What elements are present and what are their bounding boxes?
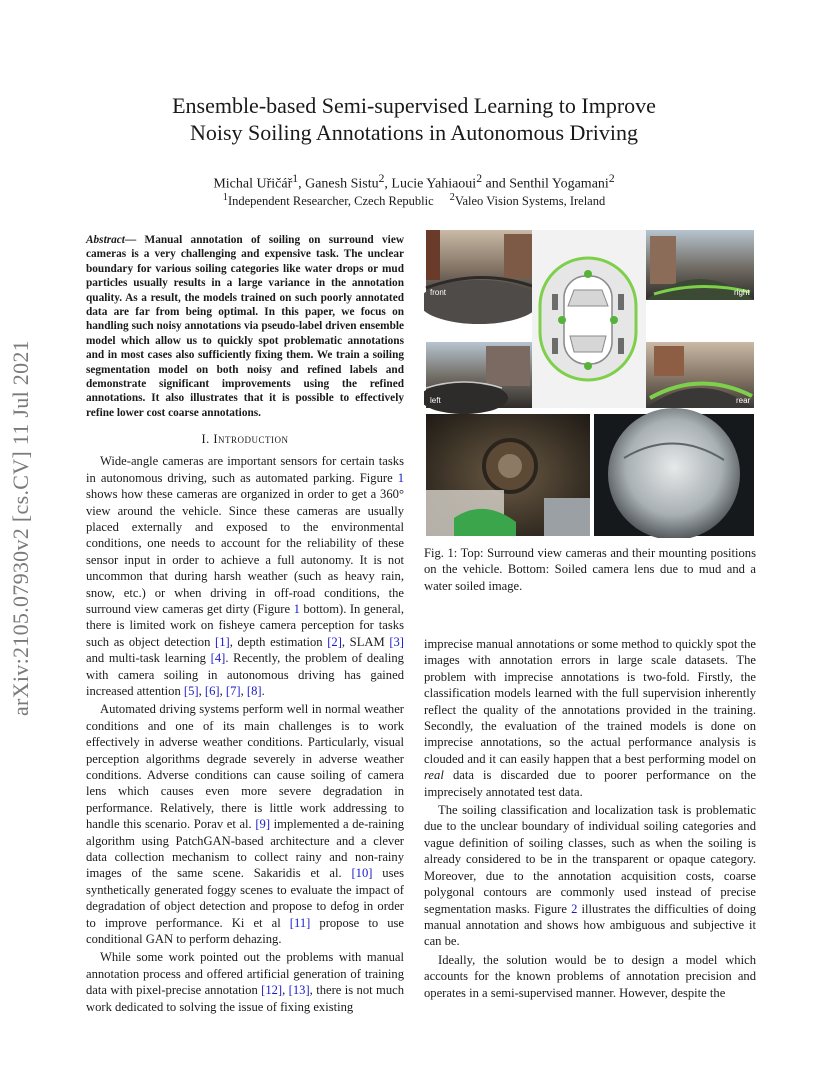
vehicle-diagram: [532, 230, 646, 408]
text-run: illustrates the difficulties of doing manual annotation and shows how ambiguous and subjective it can be.: [424, 901, 756, 949]
citation-link[interactable]: [4]: [210, 651, 226, 666]
text-run: , depth estimation: [229, 634, 328, 649]
figure-ref-link[interactable]: 1: [397, 470, 404, 485]
citation-link[interactable]: [5]: [183, 683, 199, 698]
author-separator: ,: [384, 176, 392, 192]
text-run: Wide-angle cameras are important sensors for certain tasks in autonomous driving, such as automated parking. Figure: [86, 454, 404, 485]
author-name: Lucie Yahiaoui: [391, 176, 477, 192]
abstract-lead: Abstract: [86, 234, 125, 246]
right-paragraph-3: Ideally, the solution would be to design a model which accounts for the known problems of annotation precision and operates in a semi-supervised manner. However, despite the: [424, 952, 756, 1000]
citation-link[interactable]: [7]: [225, 683, 241, 698]
text-run: While some work pointed out the problems with manual annotation process and offered artificial generation of training data with pixel-precise annotation: [86, 950, 404, 998]
emphasis: real: [424, 768, 444, 783]
author-affil-sup: 1: [292, 172, 299, 185]
text-run: and multi-task learning: [86, 651, 211, 666]
text-run: propose to use conditional GAN to perform dehazing.: [86, 915, 405, 947]
text-run: , SLAM: [341, 634, 390, 649]
author-name: Senthil Yogamani: [509, 176, 609, 192]
affiliations: [90, 189, 738, 210]
text-run: implemented a de-raining algorithm using PatchGAN-based architecture and a clever data collection mechanism to collect rainy and non-rainy images of the same scene. Sakaridis et al.: [86, 817, 404, 881]
affil-sup: 1: [222, 192, 228, 203]
text-run: ,: [282, 983, 289, 998]
text-run: . Recently, the problem of dealing with camera soiling in autonomous driving has gained increased attention: [86, 651, 404, 698]
author-affil-sup: 2: [476, 172, 483, 185]
text-run: ,: [198, 683, 205, 698]
author-name: Michal Uřičář: [213, 176, 293, 192]
intro-paragraph-2: [86, 701, 404, 947]
text-run: .: [261, 683, 265, 698]
mud-soiled-camera-image: [426, 414, 590, 536]
author-name: Ganesh Sistu: [305, 176, 379, 192]
text-run: imprecise manual annotations or some method to quickly spot the images with annotation errors in large scale datasets. The problem with imprecise annotations is two-fold. Firstly, the classification models learned with the full supervision inherently reflect the quality of the annotations provided in the training. Secondly, the evaluation of the trained models is done on imprecise annotations, so the actual performance analysis is clouded and it can easily happen that a best performing model on: [424, 637, 756, 766]
abstract: [86, 233, 404, 420]
rear-camera-label: rear: [736, 396, 751, 405]
citation-link[interactable]: [2]: [327, 634, 342, 649]
author-affil-sup: 2: [608, 172, 615, 185]
text-run: , there is not much work dedicated to solving the issue of fixing existing: [86, 983, 405, 1014]
citation-link[interactable]: [10]: [351, 866, 373, 881]
section-heading: [86, 432, 404, 447]
text-run: ,: [240, 683, 247, 698]
affiliation: Valeo Vision Systems, Ireland: [454, 194, 606, 209]
section-number: I.: [201, 432, 214, 447]
text-run: ,: [219, 683, 226, 698]
text-run: bottom). In general, there is limited work on fisheye camera perception for tasks such as object detection: [86, 601, 405, 649]
figure-1-graphic: [424, 228, 756, 538]
paper-title: [90, 92, 738, 146]
right-column: [424, 636, 756, 1001]
author-affil-sup: 2: [378, 172, 385, 185]
text-run: Automated driving systems perform well in normal weather conditions and one of its main challenges is to work effectively in adverse weather conditions. Particularly, visual perception algorithms degrade severely in adverse weather conditions. Adverse conditions can cause soiling of camera lens which causes even more severe degradation in performance. Relatively, there is little work addressing to handle this scenario. Porav et al.: [86, 702, 404, 832]
figure-1-caption: Fig. 1: Top: Surround view cameras and their mounting positions on the vehicle. Bottom: Soiled camera lens due to mud and a water soiled image.: [424, 546, 756, 593]
left-camera-label: left: [430, 396, 441, 405]
author-and: and: [482, 176, 510, 192]
water-soiled-camera-image: [594, 408, 754, 538]
front-camera-image: [424, 230, 539, 324]
affil-sup: 2: [449, 192, 455, 203]
citation-link[interactable]: [6]: [204, 683, 220, 698]
right-paragraph-2: [424, 802, 756, 950]
citation-link[interactable]: [13]: [288, 983, 310, 998]
front-camera-label: front: [430, 288, 447, 297]
text-run: The soiling classification and localization task is problematic due to the unclear boundary of individual soiling categories and vague definition of soiling classes, such as when the soiling is already considered to be in the transparent or opaque category. Moreover, due to the annotation acquisition costs, coarse polygonal contours are commonly used instead of precise segmentation masks. Figure: [424, 803, 756, 916]
citation-link[interactable]: [8]: [246, 683, 262, 698]
abstract-text: Manual annotation of soiling on surround view cameras is a very challenging and expensive task. The unclear boundary for various soiling categories like water drops or mud particles usually results in a large variance in the annotation quality. As a result, the models trained on such poorly annotated data are far from being optimal. In this paper, we focus on handling such noisy annotations via pseudo-label driven ensemble model which allow us to quickly spot problematic annotations and in most cases also sufficiently fixing them. We train a soiling segmentation model on both noisy and refined labels and demonstrate significant improvements using the refined annotations. It also illustrates that it is possible to effectively refine lower cost coarse annotations.: [86, 234, 404, 419]
figure-1: [424, 228, 756, 538]
citation-link[interactable]: [1]: [215, 634, 230, 649]
citation-link[interactable]: [9]: [255, 817, 271, 832]
section-title: Introduction: [213, 432, 289, 447]
title-line-1: Ensemble-based Semi-supervised Learning to Improve: [172, 93, 656, 118]
right-camera-label: right: [734, 288, 750, 297]
affiliation: Independent Researcher, Czech Republic: [227, 194, 434, 209]
intro-paragraph-1: [86, 453, 404, 699]
intro-paragraph-3: [86, 949, 404, 1015]
left-column: [86, 233, 404, 1015]
right-paragraph-1: [424, 636, 756, 800]
author-separator: ,: [298, 176, 306, 192]
figure-ref-link[interactable]: 1: [293, 601, 300, 616]
text-run: shows how these cameras are organized in order to get a 360° view around the vehicle. Since these cameras are usually placed externally and exposed to the environmental conditions, one needs to account for the reliability of these sensor input in order to achieve a full autonomy. It is not uncommon that during harsh weather (such as heavy rain, snow, etc.) or when driving in off-road conditions, the surround view cameras get dirty (Figure: [86, 487, 404, 616]
text-run: data is discarded due to poorer performance on the imprecisely annotated test data.: [424, 768, 756, 799]
arxiv-identifier: arXiv:2105.07930v2 [cs.CV] 11 Jul 2021: [8, 340, 33, 717]
citation-link[interactable]: [3]: [389, 634, 404, 649]
citation-link[interactable]: [11]: [289, 915, 311, 930]
figure-ref-link[interactable]: 2: [571, 901, 578, 916]
citation-link[interactable]: [12]: [261, 983, 283, 998]
text-run: uses synthetically generated foggy scenes to evaluate the impact of degradation of object detection and propose to defog in order to improve performance. Ki et al: [86, 866, 404, 930]
abstract-dash: —: [124, 234, 137, 246]
title-line-2: Noisy Soiling Annotations in Autonomous Driving: [190, 120, 638, 145]
